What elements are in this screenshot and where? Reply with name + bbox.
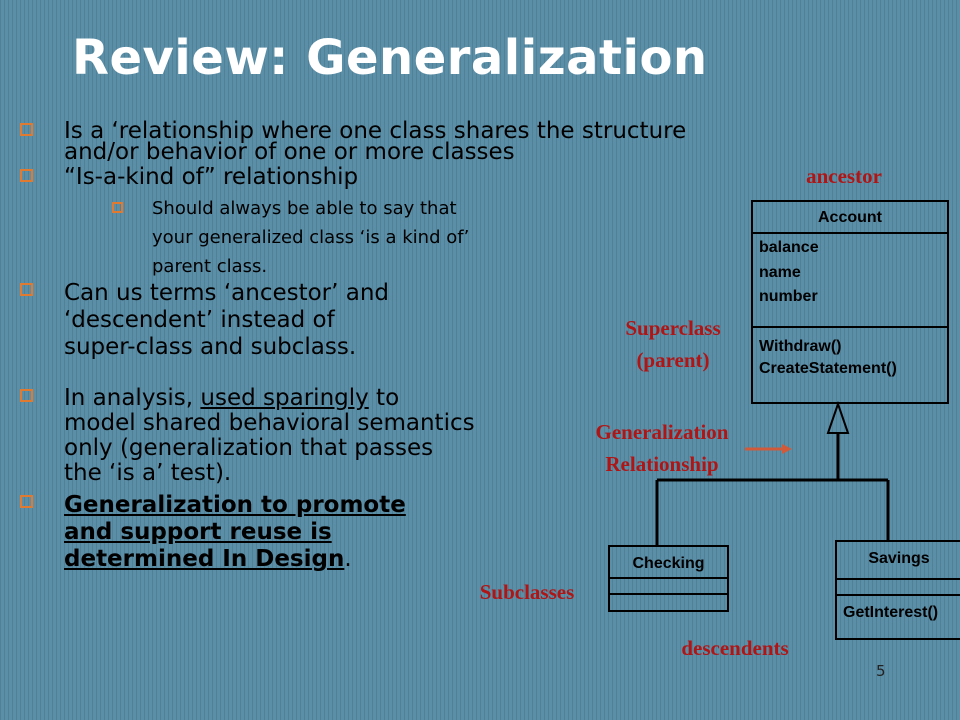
sub-bullet-text: parent class. bbox=[152, 256, 268, 277]
subclasses-label: Subclasses bbox=[479, 580, 575, 604]
class-operation: GetInterest() bbox=[843, 604, 939, 621]
generalization-triangle-icon bbox=[828, 404, 848, 433]
bullet-text: super-class and subclass. bbox=[64, 334, 357, 360]
class-name: Checking bbox=[632, 555, 705, 572]
class-attribute: name bbox=[759, 264, 801, 281]
bullet-text: Is a ‘relationship where one class shares the structure bbox=[64, 118, 687, 144]
label-line: Superclass bbox=[625, 316, 721, 340]
bullet-text-part: In analysis, bbox=[64, 385, 201, 411]
class-divider bbox=[837, 578, 960, 580]
bullet-text: only (generalization that passes bbox=[64, 435, 434, 461]
class-attribute: balance bbox=[759, 239, 819, 256]
underlined-text: used sparingly bbox=[200, 385, 369, 411]
class-divider bbox=[610, 577, 727, 579]
bullet-text: Can us terms ‘ancestor’ and bbox=[64, 280, 390, 306]
bullet-text: and/or behavior of one or more classes bbox=[64, 139, 515, 165]
bullet-text-part: . bbox=[344, 546, 352, 572]
bullet-text: the ‘is a’ test). bbox=[64, 460, 232, 486]
bullet-text: Generalization to promote bbox=[64, 492, 406, 518]
class-attribute: number bbox=[759, 288, 818, 305]
slide-title: Review: Generalization bbox=[72, 30, 708, 86]
class-operation: Withdraw() bbox=[759, 338, 842, 355]
class-divider bbox=[610, 593, 727, 595]
bullet-text: and support reuse is bbox=[64, 519, 332, 545]
class-operation: CreateStatement() bbox=[759, 360, 897, 377]
bullet-text-part: determined In Design bbox=[64, 546, 345, 572]
sub-bullet-text: Should always be able to say that bbox=[152, 198, 457, 219]
descendents-label: descendents bbox=[681, 636, 789, 660]
generalization-relationship-label bbox=[572, 416, 752, 480]
class-divider bbox=[753, 232, 947, 234]
account-class bbox=[751, 200, 949, 404]
class-name: Savings bbox=[868, 550, 930, 567]
pointer-arrow-head-icon bbox=[782, 444, 792, 454]
label-line: Generalization bbox=[595, 420, 729, 444]
ancestor-label: ancestor bbox=[806, 164, 882, 188]
label-line: Relationship bbox=[605, 452, 719, 476]
sub-bullet-text: your generalized class ‘is a kind of’ bbox=[152, 227, 470, 248]
bullet-text: “Is-a-kind of” relationship bbox=[64, 164, 359, 190]
class-divider bbox=[753, 326, 947, 328]
class-divider bbox=[837, 594, 960, 596]
label-line: (parent) bbox=[636, 348, 710, 372]
superclass-label bbox=[598, 312, 748, 376]
bullet-text-part: to bbox=[368, 385, 400, 411]
class-name: Account bbox=[818, 209, 882, 226]
checking-class bbox=[608, 545, 729, 612]
page-number: 5 bbox=[876, 662, 886, 680]
bullet-text: ‘descendent’ instead of bbox=[64, 307, 335, 333]
savings-class bbox=[835, 540, 960, 640]
bullet-text: model shared behavioral semantics bbox=[64, 410, 475, 436]
